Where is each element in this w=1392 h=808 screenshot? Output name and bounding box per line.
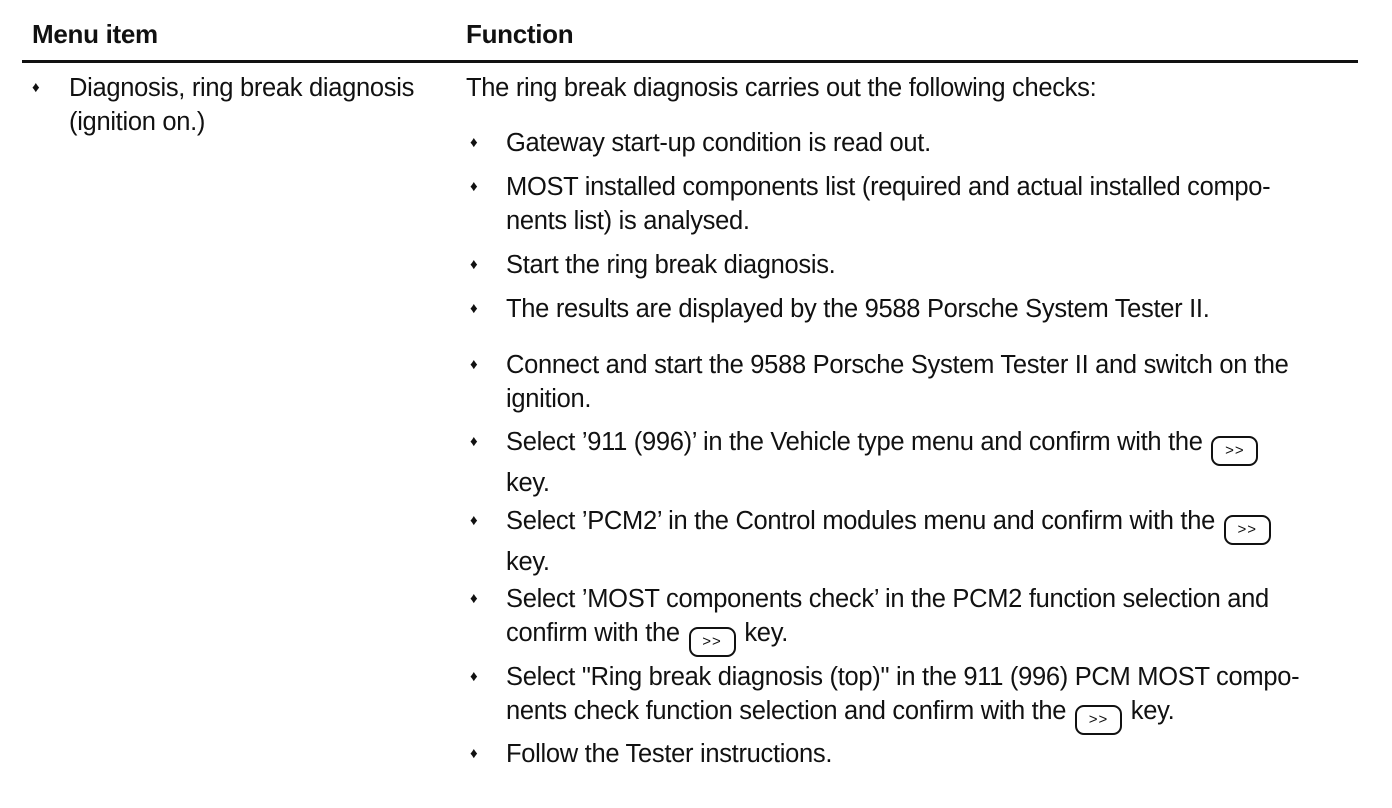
step-text: Select ’PCM2’ in the Control modules menu and confirm with the <box>506 507 1215 535</box>
function-intro: The ring break diagnosis carries out the following checks: <box>466 74 1097 102</box>
list-bullet-icon: ♦ <box>470 356 478 373</box>
check-item-line: Start the ring break diagnosis. <box>506 251 836 279</box>
step-item <box>506 582 1269 657</box>
column-header-menu-item: Menu item <box>32 19 158 49</box>
check-item-line: The results are displayed by the 9588 Porsche System Tester II. <box>506 295 1210 323</box>
check-item-line: MOST installed components list (required and actual installed compo- <box>506 173 1271 201</box>
step-item <box>506 425 1260 500</box>
list-bullet-icon: ♦ <box>470 433 478 450</box>
menu-item-line: Diagnosis, ring break diagnosis <box>69 74 415 102</box>
list-bullet-icon: ♦ <box>470 745 478 762</box>
step-item-line: key. <box>506 548 550 576</box>
step-item-line <box>506 616 1269 657</box>
step-text: confirm with the <box>506 619 680 647</box>
check-item <box>506 248 835 282</box>
step-item <box>506 348 1289 416</box>
forward-key-icon: >> <box>689 627 736 657</box>
forward-key-icon: >> <box>1211 436 1258 466</box>
list-bullet-icon: ♦ <box>470 512 478 529</box>
step-item-line <box>506 425 1260 466</box>
list-bullet-icon: ♦ <box>470 178 478 195</box>
list-bullet-icon: ♦ <box>470 668 478 685</box>
step-item <box>506 660 1299 735</box>
check-item-line: nents list) is analysed. <box>506 207 750 235</box>
step-text: Select ’911 (996)’ in the Vehicle type menu and confirm with the <box>506 428 1203 456</box>
step-item-line <box>506 504 1273 545</box>
step-item-line: key. <box>506 469 550 497</box>
step-item <box>506 737 832 771</box>
step-text: nents check function selection and confirm with the <box>506 697 1067 725</box>
menu-item-bullet-icon: ♦ <box>32 79 40 96</box>
list-bullet-icon: ♦ <box>470 256 478 273</box>
column-header-function: Function <box>466 19 574 49</box>
header-rule <box>22 60 1358 63</box>
forward-key-icon: >> <box>1075 705 1122 735</box>
step-item-line <box>506 694 1299 735</box>
menu-item-text <box>69 71 414 139</box>
list-bullet-icon: ♦ <box>470 134 478 151</box>
step-text: key. <box>1130 697 1175 725</box>
menu-item-line: (ignition on.) <box>69 108 206 136</box>
step-item-line: Select "Ring break diagnosis (top)" in the 911 (996) PCM MOST compo- <box>506 663 1300 691</box>
step-text: key. <box>744 619 789 647</box>
step-item-line: Follow the Tester instructions. <box>506 740 833 768</box>
check-item <box>506 126 931 160</box>
step-item <box>506 504 1273 579</box>
list-bullet-icon: ♦ <box>470 590 478 607</box>
check-item-line: Gateway start-up condition is read out. <box>506 129 931 157</box>
list-bullet-icon: ♦ <box>470 300 478 317</box>
forward-key-icon: >> <box>1224 515 1271 545</box>
step-item-line: Select ’MOST components check’ in the PCM2 function selection and <box>506 585 1269 613</box>
step-item-line: Connect and start the 9588 Porsche System Tester II and switch on the <box>506 351 1289 379</box>
check-item <box>506 170 1270 238</box>
check-item <box>506 292 1210 326</box>
step-item-line: ignition. <box>506 385 592 413</box>
